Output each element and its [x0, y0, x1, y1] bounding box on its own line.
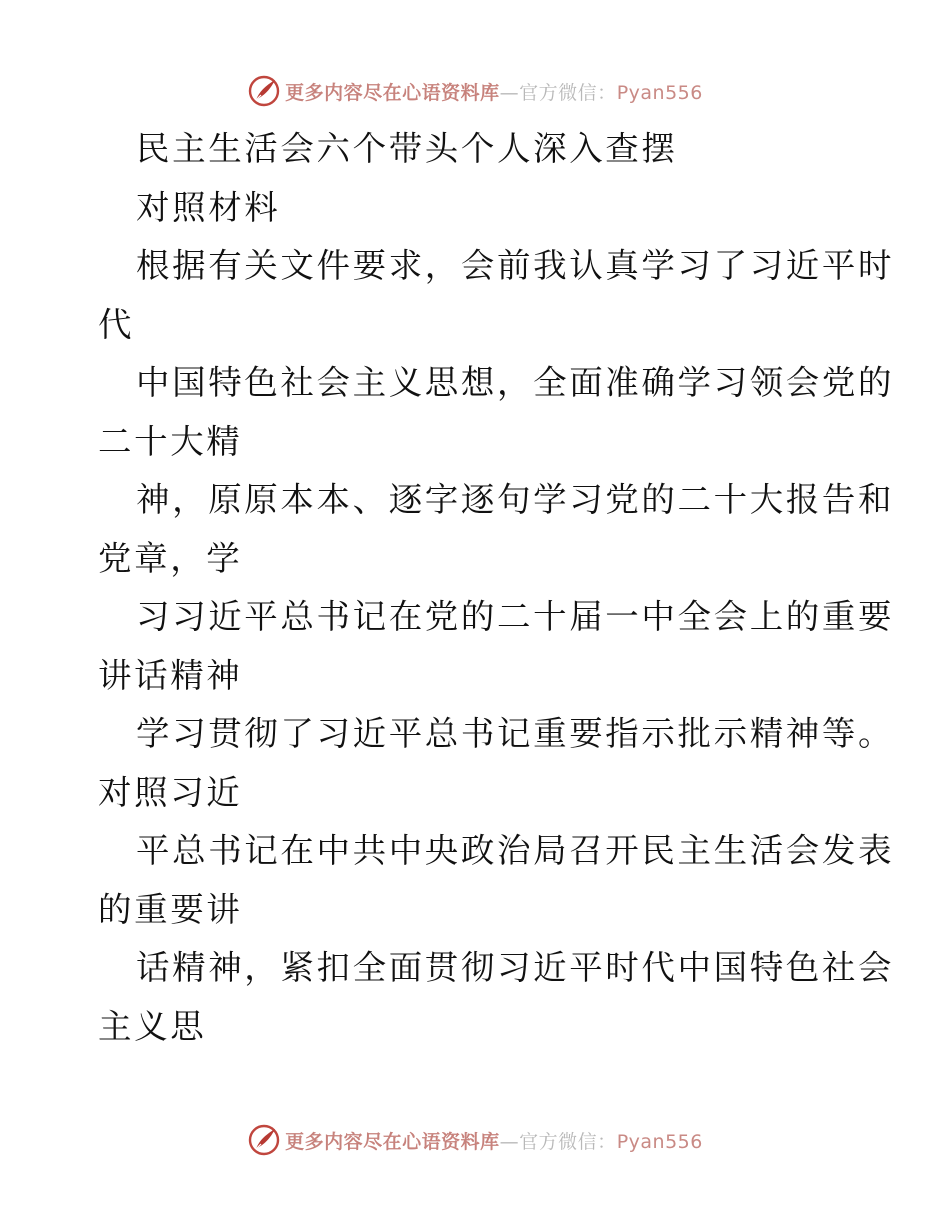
doc-line: 主义思 — [98, 1006, 207, 1046]
pen-logo-icon — [247, 74, 281, 108]
doc-line: 学习贯彻了习近平总书记重要指示批示精神等。 — [136, 714, 895, 753]
watermark-separator: — — [499, 81, 520, 104]
watermark-wechat-label: 官方微信： — [519, 1130, 617, 1153]
watermark-separator: — — [499, 1130, 520, 1153]
doc-line: 平总书记在中共中央政治局召开民主生活会发表 — [136, 831, 895, 870]
watermark-text — [285, 78, 703, 105]
watermark-wechat-id: Pyan556 — [616, 81, 703, 104]
doc-line: 根据有关文件要求，会前我认真学习了习近平时 — [136, 246, 895, 285]
pen-logo-icon — [247, 1123, 281, 1157]
watermark-wechat-id: Pyan556 — [616, 1130, 703, 1153]
doc-line: 习习近平总书记在党的二十届一中全会上的重要 — [136, 597, 895, 636]
doc-line: 对照习近 — [98, 772, 243, 812]
doc-line: 话精神，紧扣全面贯彻习近平时代中国特色社会 — [136, 948, 895, 987]
doc-line: 中国特色社会主义思想，全面准确学习领会党的 — [136, 363, 895, 402]
doc-line: 神，原原本本、逐字逐句学习党的二十大报告和 — [136, 480, 895, 519]
doc-line: 的重要讲 — [98, 889, 243, 929]
footer-watermark — [0, 1120, 950, 1160]
document-body — [98, 120, 895, 1056]
watermark-main: 更多内容尽在心语资料库 — [285, 81, 500, 104]
header-watermark — [0, 71, 950, 111]
doc-line: 对照材料 — [136, 187, 281, 227]
doc-line: 民主生活会六个带头个人深入查摆 — [136, 129, 678, 168]
watermark-main: 更多内容尽在心语资料库 — [285, 1130, 500, 1153]
doc-line: 党章，学 — [98, 538, 243, 578]
watermark-wechat-label: 官方微信： — [519, 81, 617, 104]
watermark-text — [285, 1127, 703, 1154]
doc-line: 二十大精 — [98, 421, 243, 461]
doc-line: 讲话精神 — [98, 655, 243, 695]
doc-line: 代 — [98, 304, 135, 344]
